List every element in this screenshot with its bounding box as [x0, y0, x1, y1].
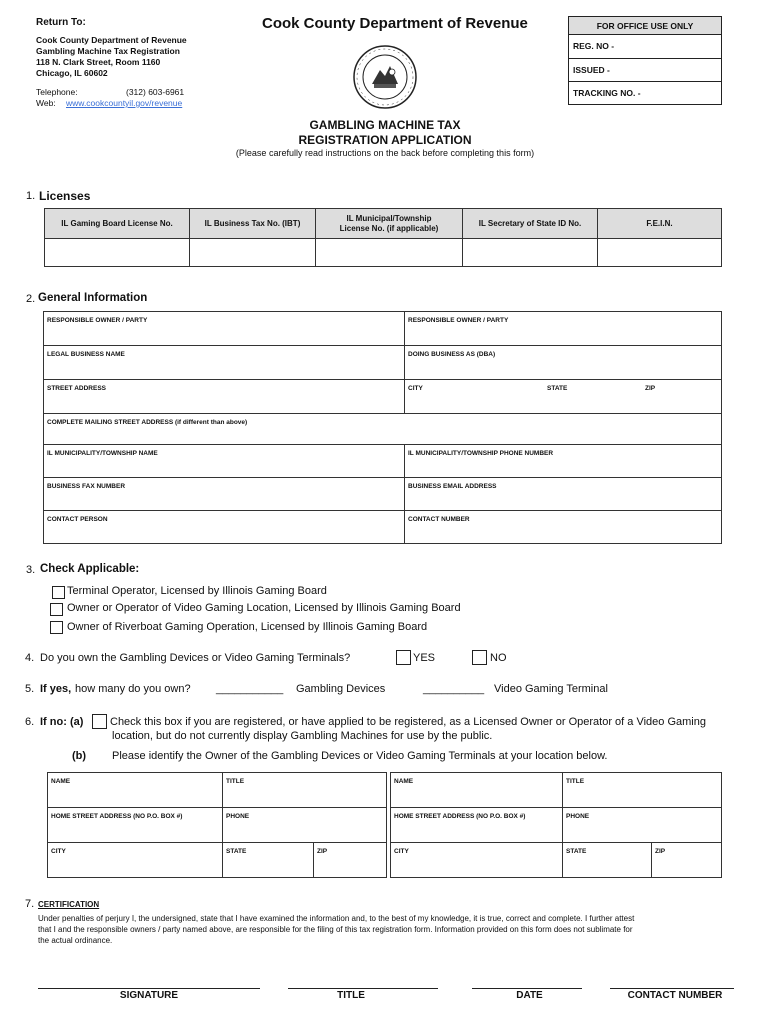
part-a-text-line1: Check this box if you are registered, or have applied to be registered, as a Licensed Owner or Operator of a Video Gaming	[110, 716, 706, 728]
owner1-zip-field[interactable]: ZIP	[313, 842, 387, 878]
fein-input[interactable]	[598, 239, 721, 266]
instructions-note: (Please carefully read instructions on the back before completing this form)	[235, 148, 535, 158]
business-email-field[interactable]: BUSINESS EMAIL ADDRESS	[404, 477, 722, 511]
contact-number-line[interactable]	[610, 988, 734, 989]
part-a-label: (a)	[70, 716, 84, 728]
owner1-city-field[interactable]: CITY	[47, 842, 223, 878]
terminal-operator-checkbox[interactable]	[52, 586, 65, 599]
address-line: Cook County Department of Revenue	[36, 35, 187, 45]
owner2-title-field[interactable]: TITLE	[562, 772, 722, 808]
signature-label: SIGNATURE	[119, 990, 179, 1001]
business-tax-no-input[interactable]	[190, 239, 316, 266]
county-seal-icon	[352, 44, 418, 110]
state-label: STATE	[547, 385, 568, 392]
dba-field[interactable]: DOING BUSINESS AS (DBA)	[404, 345, 722, 380]
city-label: CITY	[408, 385, 423, 392]
tracking-no-field: TRACKING NO. -	[573, 88, 641, 98]
section-3-title: Check Applicable:	[40, 563, 140, 575]
city-state-zip-field[interactable]	[404, 379, 722, 414]
col-business-tax-no: IL Business Tax No. (IBT)	[190, 209, 316, 238]
owner1-name-field[interactable]: NAME	[47, 772, 223, 808]
licenses-header-row	[45, 209, 721, 239]
location-owner-checkbox[interactable]	[50, 603, 63, 616]
municipality-phone-field[interactable]: IL MUNICIPALITY/TOWNSHIP PHONE NUMBER	[404, 444, 722, 478]
video-terminal-count-input[interactable]: __________	[423, 683, 485, 695]
yes-checkbox[interactable]	[396, 650, 411, 665]
gaming-board-license-input[interactable]	[45, 239, 190, 266]
registered-owner-checkbox[interactable]	[92, 714, 107, 729]
title-label: TITLE	[337, 990, 365, 1001]
owner2-home-address-field[interactable]: HOME STREET ADDRESS (NO P.O. BOX #)	[390, 807, 563, 843]
certification-title: CERTIFICATION	[38, 900, 100, 909]
address-line: 118 N. Clark Street, Room 1160	[36, 57, 161, 67]
web-label: Web:	[36, 98, 56, 108]
terminal-operator-label: Terminal Operator, Licensed by Illinois Gaming Board	[67, 585, 327, 597]
section-5-question: how many do you own?	[75, 683, 191, 695]
section-7-number: 7.	[25, 898, 35, 910]
owner2-city-field[interactable]: CITY	[390, 842, 563, 878]
section-3-number: 3.	[26, 564, 36, 576]
certification-text	[38, 913, 748, 946]
contact-person-field[interactable]: CONTACT PERSON	[43, 510, 405, 544]
section-4-question: Do you own the Gambling Devices or Video Gaming Terminals?	[40, 652, 351, 664]
return-to-label: Return To:	[36, 17, 86, 28]
gambling-devices-label: Gambling Devices	[296, 683, 386, 695]
certification-line: Under penalties of perjury I, the undersigned, state that I have examined the information and, to the best of my knowledge, it is true, correct and complete. I further attest	[38, 914, 635, 923]
contact-number-label: CONTACT NUMBER	[627, 990, 723, 1001]
col-gaming-board-license: IL Gaming Board License No.	[45, 209, 190, 238]
municipality-name-field[interactable]: IL MUNICIPALITY/TOWNSHIP NAME	[43, 444, 405, 478]
col-municipal-license: IL Municipal/Township License No. (if applicable)	[316, 209, 463, 238]
telephone-label: Telephone:	[36, 87, 78, 97]
owner2-state-field[interactable]: STATE	[562, 842, 652, 878]
col-fein: F.E.I.N.	[646, 218, 673, 228]
section-4-number: 4.	[25, 652, 35, 664]
street-address-field[interactable]: STREET ADDRESS	[43, 379, 405, 414]
part-b-label: (b)	[72, 750, 87, 762]
date-line[interactable]	[472, 988, 582, 989]
certification-line: the actual ordinance.	[38, 936, 113, 945]
no-checkbox[interactable]	[472, 650, 487, 665]
form-title-line: GAMBLING MACHINE TAX	[309, 118, 461, 132]
municipal-license-input[interactable]	[316, 239, 463, 266]
responsible-owner-field-1[interactable]: RESPONSIBLE OWNER / PARTY	[43, 311, 405, 346]
signature-line[interactable]	[38, 988, 260, 989]
licenses-input-row	[45, 239, 721, 266]
secretary-of-state-id-input[interactable]	[463, 239, 598, 266]
address-line: Gambling Machine Tax Registration	[36, 46, 180, 56]
owner1-home-address-field[interactable]: HOME STREET ADDRESS (NO P.O. BOX #)	[47, 807, 223, 843]
part-a-text-line2: location, but do not currently display Gambling Machines for use by the public.	[112, 730, 493, 742]
owner2-name-field[interactable]: NAME	[390, 772, 563, 808]
issued-field: ISSUED -	[569, 59, 721, 83]
video-terminal-label: Video Gaming Terminal	[494, 683, 608, 695]
owner1-title-field[interactable]: TITLE	[222, 772, 387, 808]
section-1-title: Licenses	[39, 189, 91, 203]
owner2-zip-field[interactable]: ZIP	[651, 842, 722, 878]
no-label: NO	[490, 652, 507, 664]
office-use-box	[568, 16, 722, 105]
telephone-number: (312) 603-6961	[126, 87, 185, 97]
responsible-owner-field-2[interactable]: RESPONSIBLE OWNER / PARTY	[404, 311, 722, 346]
certification-line: that I and the responsible owners / party named above, are responsible for the filing of this tax registration form. Information provided on this form does not sublimate for	[38, 925, 633, 934]
section-2-number: 2.	[26, 293, 36, 305]
return-address	[36, 35, 187, 79]
reg-no-field: REG. NO -	[569, 35, 721, 59]
if-yes-label: If yes,	[40, 683, 72, 695]
contact-number-field[interactable]: CONTACT NUMBER	[404, 510, 722, 544]
section-5-number: 5.	[25, 683, 35, 695]
web-link[interactable]: www.cookcountyil.gov/revenue	[66, 98, 183, 108]
licenses-table	[44, 208, 722, 267]
gambling-devices-count-input[interactable]: ___________	[216, 683, 284, 695]
owner1-phone-field[interactable]: PHONE	[222, 807, 387, 843]
address-line: Chicago, IL 60602	[36, 68, 108, 78]
if-no-label: If no:	[40, 716, 67, 728]
section-6-number: 6.	[25, 716, 35, 728]
section-1-number: 1.	[26, 190, 36, 202]
title-line[interactable]	[288, 988, 438, 989]
department-title: Cook County Department of Revenue	[262, 15, 528, 32]
business-fax-field[interactable]: BUSINESS FAX NUMBER	[43, 477, 405, 511]
legal-business-name-field[interactable]: LEGAL BUSINESS NAME	[43, 345, 405, 380]
section-2-title: General Information	[38, 292, 148, 304]
office-use-title: FOR OFFICE USE ONLY	[569, 17, 721, 35]
mailing-address-field[interactable]: COMPLETE MAILING STREET ADDRESS (if different than above)	[43, 413, 722, 445]
col-secretary-of-state-id: IL Secretary of State ID No.	[463, 209, 598, 238]
part-b-text: Please identify the Owner of the Gambling Devices or Video Gaming Terminals at your location below.	[112, 750, 608, 762]
form-title-line: REGISTRATION APPLICATION	[298, 133, 472, 147]
owner2-phone-field[interactable]: PHONE	[562, 807, 722, 843]
riverboat-owner-label: Owner of Riverboat Gaming Operation, Licensed by Illinois Gaming Board	[67, 621, 428, 633]
yes-label: YES	[413, 652, 436, 664]
location-owner-label: Owner or Operator of Video Gaming Location, Licensed by Illinois Gaming Board	[67, 602, 461, 614]
zip-label: ZIP	[645, 385, 656, 392]
date-label: DATE	[516, 990, 543, 1001]
owner1-state-field[interactable]: STATE	[222, 842, 314, 878]
form-title	[0, 118, 770, 148]
riverboat-owner-checkbox[interactable]	[50, 621, 63, 634]
